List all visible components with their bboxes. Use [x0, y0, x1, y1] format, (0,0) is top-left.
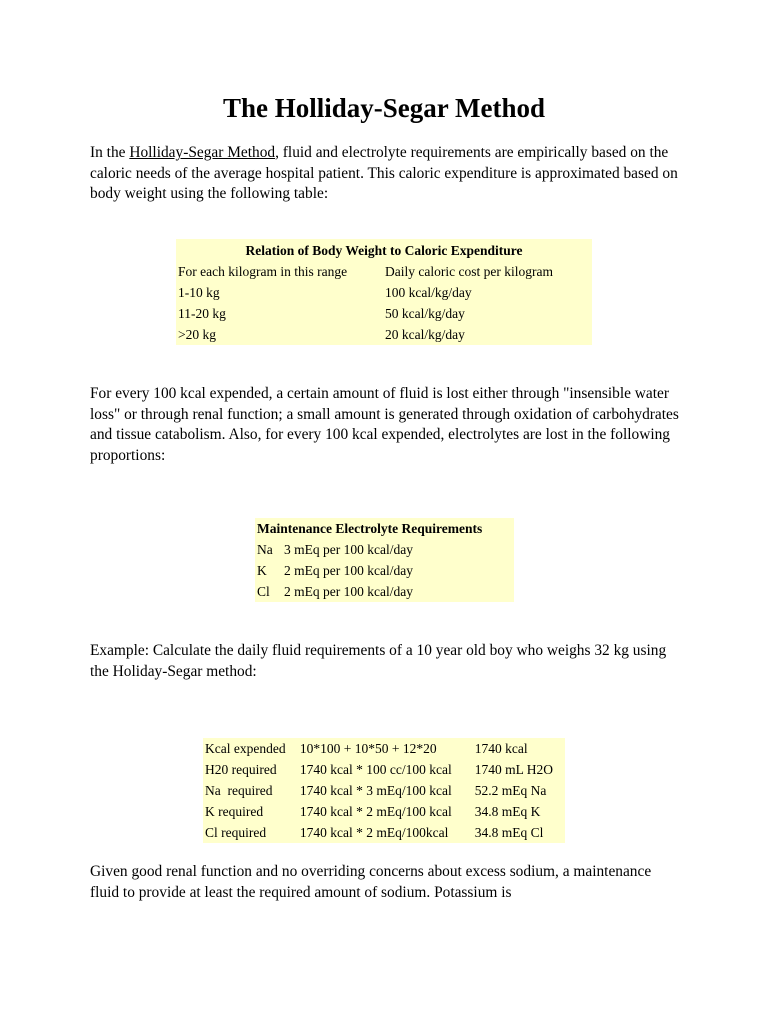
electrolyte-table [255, 518, 514, 602]
fluid-loss-paragraph: For every 100 kcal expended, a certain amount of fluid is lost either through "insensible water loss" or through renal function; a small amount is generated through oxidation of carbohydrates and tissue catabolism. Also, for every 100 kcal expended, electrolytes are lost in the following proportions: [90, 385, 679, 464]
table-row [255, 581, 514, 602]
result-cell: 1740 mL H2O [474, 762, 553, 777]
result-cell: 34.8 mEq Cl [474, 825, 544, 840]
caloric-table-title: Relation of Body Weight to Caloric Expenditure [245, 243, 523, 258]
table-row [176, 282, 592, 303]
table-row [203, 801, 565, 822]
formula-cell: 1740 kcal * 2 mEq/100kcal [299, 825, 449, 840]
weight-range-cell: 11-20 kg [178, 306, 226, 321]
table-row [176, 324, 592, 345]
header-cell: Daily caloric cost per kilogram [385, 264, 553, 279]
header-cell: For each kilogram in this range [178, 264, 348, 279]
quantity-cell: Kcal expended [205, 741, 286, 756]
table-row [203, 738, 565, 759]
electrolyte-table-title: Maintenance Electrolyte Requirements [257, 521, 483, 536]
table-row [255, 539, 514, 560]
caloric-cost-cell: 100 kcal/kg/day [385, 285, 472, 300]
example-paragraph: Example: Calculate the daily fluid requirements of a 10 year old boy who weighs 32 kg using the Holiday-Segar method: [90, 642, 667, 680]
formula-cell: 10*100 + 10*50 + 12*20 [299, 741, 437, 756]
formula-cell: 1740 kcal * 2 mEq/100 kcal [299, 804, 452, 819]
table-row [176, 303, 592, 324]
weight-range-cell: 1-10 kg [178, 285, 220, 300]
formula-cell: 1740 kcal * 100 cc/100 kcal [299, 762, 452, 777]
quantity-cell: K required [205, 804, 264, 819]
caloric-cost-cell: 50 kcal/kg/day [385, 306, 465, 321]
intro-text-start: In the [90, 144, 130, 161]
quantity-cell: H20 required [205, 762, 277, 777]
page-title: The Holliday-Segar Method [222, 93, 545, 123]
intro-text-end: , fluid and electrolyte requirements are empirically based on the caloric needs of the average hospital patient. This caloric expenditure is approximated based on body weight using the following table: [90, 144, 678, 202]
holliday-segar-link[interactable]: Holliday-Segar Method [129, 144, 276, 161]
table-row [203, 822, 565, 843]
result-cell: 34.8 mEq K [474, 804, 541, 819]
result-cell: 1740 kcal [474, 741, 528, 756]
caloric-cost-cell: 20 kcal/kg/day [385, 327, 465, 342]
table-row [203, 780, 565, 801]
formula-cell: 1740 kcal * 3 mEq/100 kcal [299, 783, 452, 798]
result-cell: 52.2 mEq Na [474, 783, 547, 798]
table-header-row [176, 261, 592, 282]
electrolyte-cell: Na [257, 542, 273, 557]
requirement-cell: 2 mEq per 100 kcal/day [284, 563, 413, 578]
quantity-cell: Na required [205, 783, 273, 798]
table-row [203, 759, 565, 780]
caloric-expenditure-table [176, 239, 592, 345]
requirement-cell: 2 mEq per 100 kcal/day [284, 584, 413, 599]
table-row [255, 560, 514, 581]
electrolyte-cell: Cl [257, 584, 270, 599]
example-calculation-table [203, 738, 565, 843]
electrolyte-cell: K [257, 563, 267, 578]
requirement-cell: 3 mEq per 100 kcal/day [284, 542, 413, 557]
intro-paragraph [90, 143, 680, 205]
quantity-cell: Cl required [205, 825, 267, 840]
weight-range-cell: >20 kg [178, 327, 216, 342]
closing-paragraph: Given good renal function and no overriding concerns about excess sodium, a maintenance fluid to provide at least the required amount of sodium. Potassium is [90, 863, 652, 901]
